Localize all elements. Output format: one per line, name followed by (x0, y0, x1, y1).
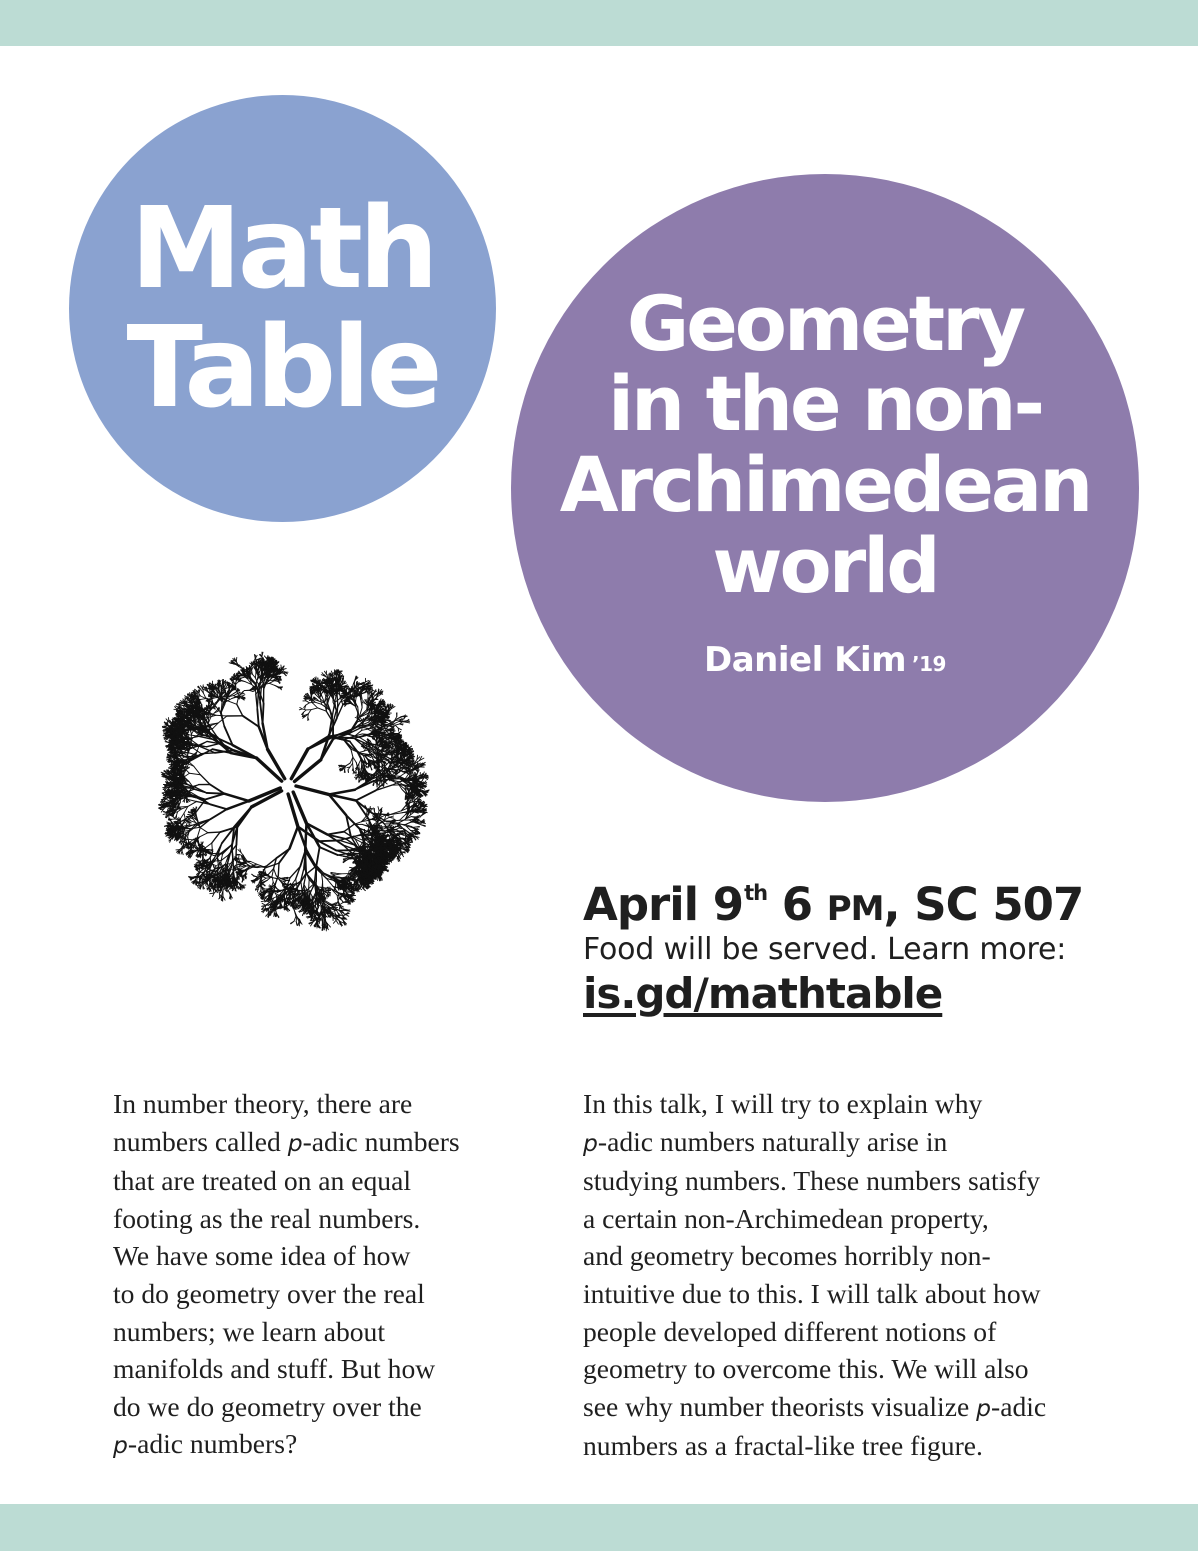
speaker-class-year: ’19 (912, 652, 946, 677)
abstract-right (583, 1085, 1143, 1465)
food-note: Food will be served. Learn more: (583, 931, 1067, 967)
abstract-line: numbers as a fractal-like tree figure. (583, 1430, 983, 1462)
abstract-line: that are treated on an equal (113, 1165, 412, 1197)
abstract-line: and geometry becomes horribly non- (583, 1240, 991, 1272)
abstract-left (113, 1085, 523, 1465)
abstract-line: do we do geometry over the (113, 1390, 422, 1422)
talk-title-line-2: in the non- (607, 359, 1043, 449)
abstract-line: p-adic numbers naturally arise in (583, 1125, 948, 1157)
bottom-band (0, 1504, 1198, 1551)
event-date: April 9 (583, 878, 744, 931)
abstract-line: manifolds and stuff. But how (113, 1353, 436, 1385)
abstract-line: a certain non-Archimedean property, (583, 1202, 989, 1234)
abstract-line: In this talk, I will try to explain why (583, 1088, 983, 1119)
event-location: , SC 507 (883, 878, 1084, 931)
abstract-line: numbers; we learn about (113, 1315, 386, 1347)
event-datetime (583, 880, 1143, 930)
abstract-line: We have some idea of how (113, 1240, 411, 1272)
abstract-line: people developed different notions of (583, 1315, 997, 1347)
more-info-link[interactable]: is.gd/mathtable (583, 968, 943, 1018)
abstract-line: intuitive due to this. I will talk about how (583, 1277, 1041, 1309)
talk-title-line-3: Archimedean (559, 440, 1091, 529)
event-details (583, 880, 1143, 1018)
series-title-line-1: Math (130, 183, 435, 314)
series-circle (69, 95, 496, 522)
abstract-line: to do geometry over the real (113, 1277, 425, 1309)
abstract-line: footing as the real numbers. (113, 1202, 421, 1234)
speaker-name: Daniel Kim (704, 640, 907, 681)
talk-title-line-1: Geometry (626, 278, 1024, 368)
top-band (0, 0, 1198, 46)
event-meridiem: PM (826, 889, 884, 929)
talk-circle (511, 174, 1139, 802)
abstract-line: p-adic numbers? (113, 1428, 298, 1460)
abstract-line: studying numbers. These numbers satisfy (583, 1165, 1041, 1197)
abstract-line: geometry to overcome this. We will also (583, 1353, 1029, 1385)
abstract-line: see why number theorists visualize p-adic (583, 1390, 1047, 1422)
p-adic-tree-icon (50, 548, 526, 1024)
talk-title-block (559, 278, 1091, 681)
talk-title-line-4: world (712, 520, 938, 610)
abstract-line: numbers called p-adic numbers (113, 1125, 460, 1157)
series-title-line-2: Table (126, 302, 439, 433)
event-date-suffix: th (744, 881, 768, 905)
speaker (560, 640, 1091, 680)
event-time: 6 (781, 878, 813, 931)
abstract-line: In number theory, there are (113, 1088, 413, 1119)
